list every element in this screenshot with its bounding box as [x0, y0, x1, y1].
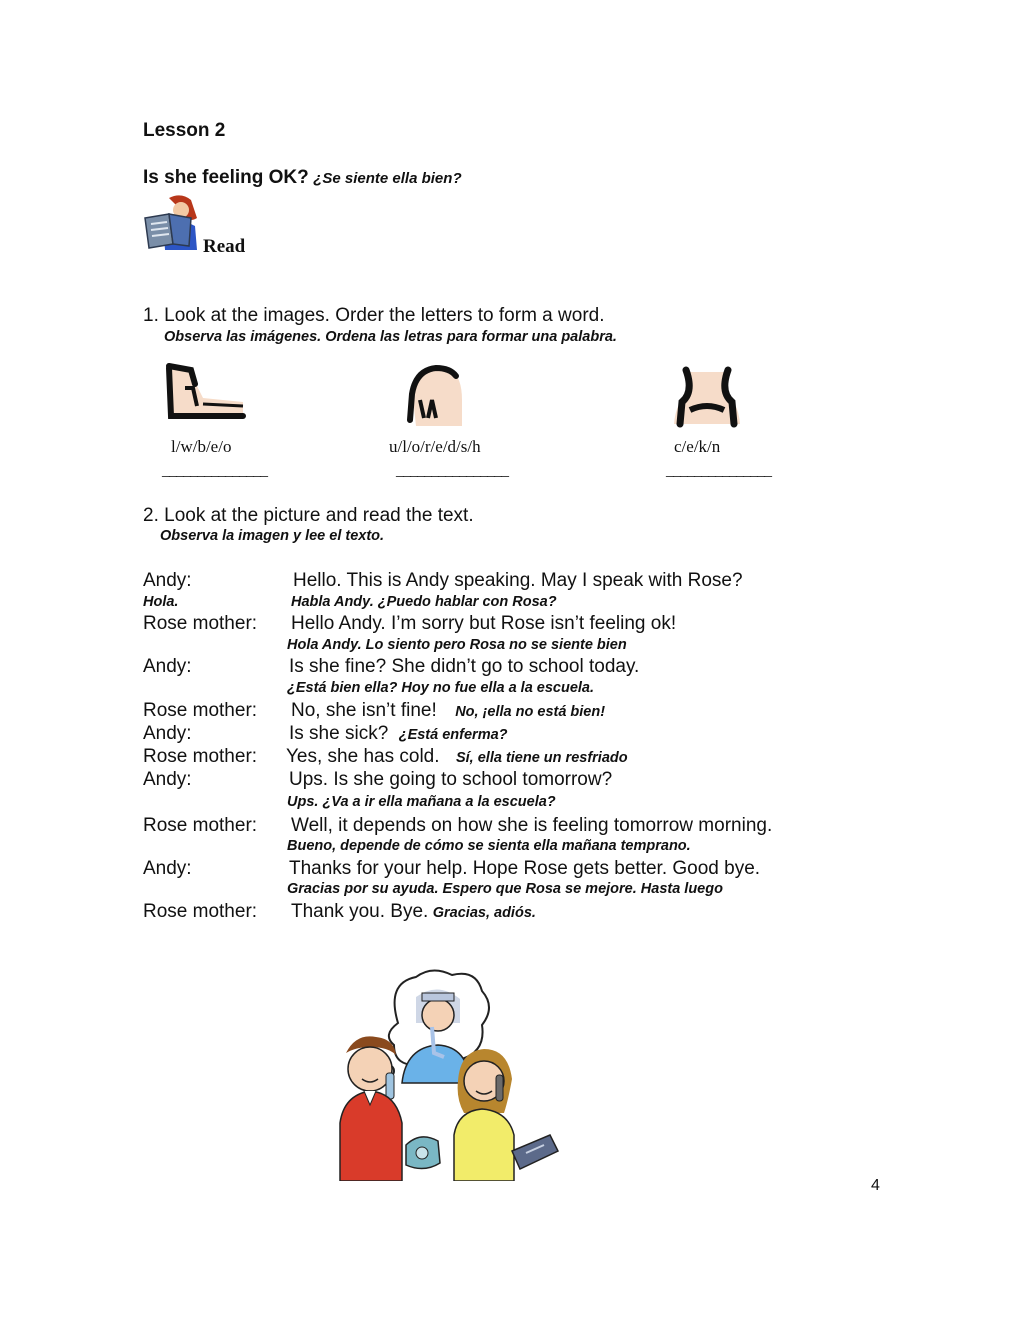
dialogue-line-es: Hola Andy. Lo siento pero Rosa no se siente bien [287, 637, 627, 653]
dialogue-speaker: Rose mother: [143, 700, 258, 721]
q1-instruction-es: Observa las imágenes. Ordena las letras para formar una palabra. [164, 329, 617, 345]
dialogue-line-en: Thanks for your help. Hope Rose gets better. Good bye. [289, 858, 761, 879]
dialogue-line-es: ¿Está enferma? [398, 727, 508, 743]
scrambled-letters-2: u/l/o/r/e/d/s/h [389, 437, 481, 456]
page-number: 4 [871, 1177, 880, 1194]
q1-instruction-en: 1. Look at the images. Order the letters to form a word. [143, 305, 605, 326]
q2-instruction-es: Observa la imagen y lee el texto. [160, 528, 385, 544]
dialogue-line-es: No, ¡ella no está bien! [455, 704, 606, 720]
neck-icon [672, 364, 742, 428]
dialogue-line-en: Hello. This is Andy speaking. May I speak with Rose? [293, 570, 743, 591]
dialogue-line-es: Gracias por su ayuda. Espero que Rosa se mejore. Hasta luego [287, 881, 723, 897]
dialogue-speaker: Andy: [143, 769, 192, 790]
dialogue-line-es: Bueno, depende de cómo se sienta ella mañana temprano. [287, 838, 691, 854]
dialogue-speaker: Rose mother: [143, 613, 258, 634]
reading-girl-icon [141, 192, 205, 256]
phone-call-illustration [336, 963, 560, 1181]
elbow-icon [157, 360, 249, 426]
dialogue-line [291, 700, 605, 722]
dialogue-line [289, 723, 508, 745]
dialogue-speaker: Rose mother: [143, 815, 258, 836]
dialogue-speaker: Rose mother: [143, 901, 258, 922]
dialogue-speaker: Andy: [143, 570, 192, 591]
answer-blank-1[interactable]: _______________ [162, 462, 267, 479]
heading-en: Is she feeling OK? [143, 167, 309, 188]
dialogue-line [291, 901, 536, 923]
dialogue-line-es: Ups. ¿Va a ir ella mañana a la escuela? [287, 794, 556, 810]
dialogue-line [286, 746, 628, 768]
read-label: Read [203, 236, 246, 257]
dialogue-line-en: No, she isn’t fine! [291, 700, 437, 721]
dialogue-line-en: Hello Andy. I’m sorry but Rose isn’t feeling ok! [291, 613, 677, 634]
dialogue-speaker: Andy: [143, 656, 192, 677]
lesson-title: Lesson 2 [143, 120, 226, 141]
q2-instruction-en: 2. Look at the picture and read the text. [143, 505, 474, 526]
shoulder-icon [402, 360, 464, 426]
dialogue-speaker: Andy: [143, 723, 192, 744]
dialogue-line-en: Ups. Is she going to school tomorrow? [289, 769, 613, 790]
answer-blank-2[interactable]: ________________ [396, 462, 508, 479]
dialogue-line-es: Habla Andy. ¿Puedo hablar con Rosa? [291, 594, 557, 610]
dialogue-line-es: Gracias, adiós. [432, 905, 536, 921]
dialogue-line-en: Well, it depends on how she is feeling tomorrow morning. [291, 815, 773, 836]
section-heading [143, 167, 462, 189]
answer-blank-3[interactable]: _______________ [666, 462, 771, 479]
dialogue-line-en: Thank you. Bye. [291, 901, 429, 922]
heading-es: ¿Se siente ella bien? [313, 170, 462, 187]
dialogue-line-en: Is she fine? She didn’t go to school today. [289, 656, 640, 677]
dialogue-speaker-es: Hola. [143, 594, 179, 610]
dialogue-line-en: Is she sick? [289, 723, 389, 744]
dialogue-speaker: Rose mother: [143, 746, 258, 767]
scrambled-letters-1: l/w/b/e/o [171, 437, 232, 456]
scrambled-letters-3: c/e/k/n [674, 437, 721, 456]
dialogue-line-es: ¿Está bien ella? Hoy no fue ella a la escuela. [287, 680, 595, 696]
dialogue-speaker: Andy: [143, 858, 192, 879]
dialogue-line-es: Sí, ella tiene un resfriado [455, 750, 628, 766]
dialogue-line-en: Yes, she has cold. [286, 746, 440, 767]
